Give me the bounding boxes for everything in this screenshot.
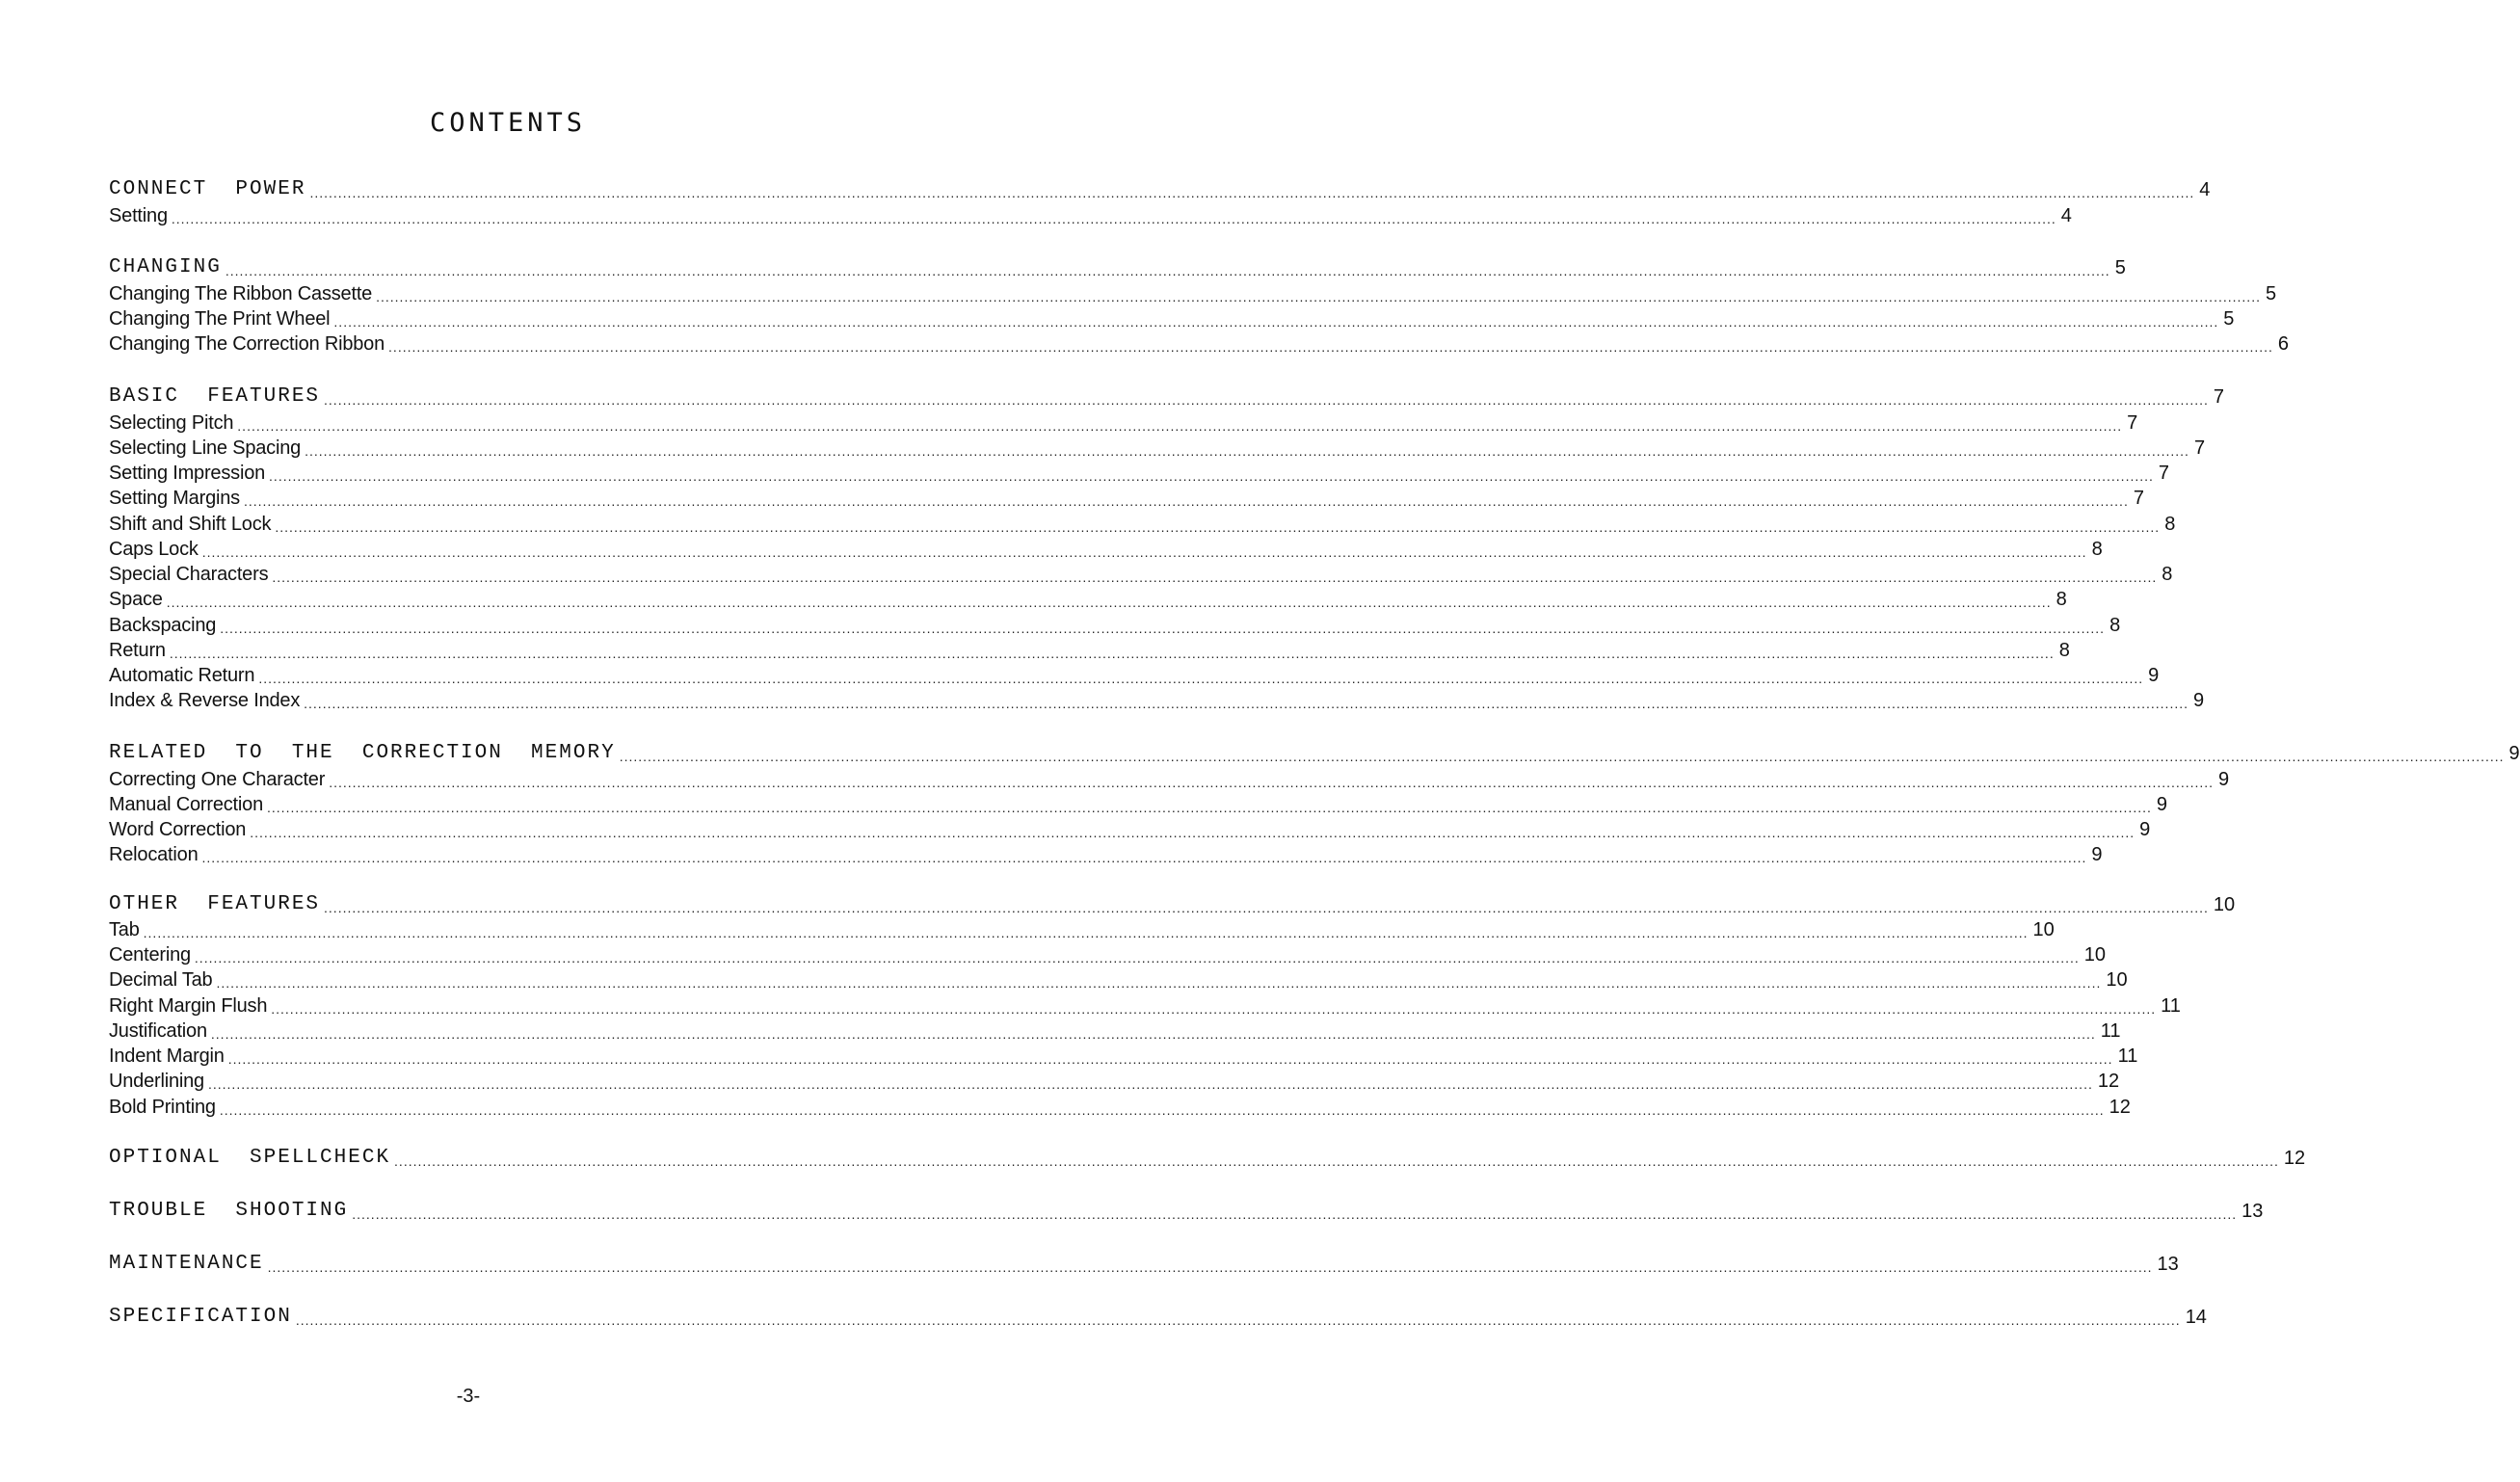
- toc-section-label: OTHER FEATURES: [109, 893, 321, 915]
- dot-leader: ................................................................................................................................................................................................................................................................................................................................................................................................................: [194, 950, 2080, 966]
- toc-page-number: 10: [2083, 944, 2107, 966]
- toc-entry[interactable]: [109, 561, 2173, 586]
- dot-leader: ................................................................................................................................................................................................................................................................................................................................................................................................................: [267, 1259, 2153, 1275]
- toc-section-entry[interactable]: [109, 740, 2520, 765]
- toc-page-number: 8: [2058, 640, 2070, 661]
- toc-page-number: 13: [2241, 1201, 2264, 1222]
- toc-section-label: TROUBLE SHOOTING: [109, 1200, 349, 1222]
- toc-page-number: 8: [2162, 564, 2173, 585]
- toc-entry[interactable]: [109, 941, 2107, 966]
- toc-entry-label: Decimal Tab: [109, 969, 213, 991]
- dot-leader: ................................................................................................................................................................................................................................................................................................................................................................................................................: [305, 443, 2189, 459]
- toc-entry[interactable]: [109, 536, 2103, 561]
- dot-leader: ................................................................................................................................................................................................................................................................................................................................................................................................................: [324, 900, 2209, 915]
- toc-entry[interactable]: [109, 766, 2230, 791]
- toc-entry-label: Changing The Correction Ribbon: [109, 333, 385, 355]
- dot-leader: ................................................................................................................................................................................................................................................................................................................................................................................................................: [394, 1153, 2279, 1169]
- toc-section-label: BASIC FEATURES: [109, 385, 321, 408]
- toc-page-number: 9: [2508, 743, 2520, 764]
- toc-entry-label: Selecting Pitch: [109, 412, 234, 434]
- toc-page-number: 14: [2185, 1307, 2207, 1328]
- dot-leader: ................................................................................................................................................................................................................................................................................................................................................................................................................: [216, 975, 2102, 991]
- toc-section-entry[interactable]: [109, 254, 2126, 279]
- toc-page-number: 6: [2277, 333, 2290, 355]
- toc-page-number: 5: [2265, 283, 2277, 304]
- toc-entry[interactable]: [109, 841, 2103, 866]
- toc-entry-label: Indent Margin: [109, 1045, 225, 1067]
- toc-entry[interactable]: [109, 435, 2206, 460]
- dot-leader: ................................................................................................................................................................................................................................................................................................................................................................................................................: [272, 569, 2158, 585]
- toc-section-label: SPECIFICATION: [109, 1306, 292, 1328]
- dot-leader: ................................................................................................................................................................................................................................................................................................................................................................................................................: [237, 418, 2123, 434]
- dot-leader: ................................................................................................................................................................................................................................................................................................................................................................................................................: [166, 595, 2052, 610]
- toc-page-number: 9: [2193, 690, 2205, 711]
- toc-entry[interactable]: [109, 687, 2205, 712]
- toc-entry[interactable]: [109, 966, 2128, 992]
- toc-section-entry[interactable]: [109, 1198, 2264, 1223]
- toc-entry[interactable]: [109, 485, 2144, 510]
- toc-entry-label: Right Margin Flush: [109, 995, 268, 1017]
- toc-entry[interactable]: [109, 305, 2235, 331]
- toc-entry[interactable]: [109, 410, 2138, 435]
- toc-entry-label: Backspacing: [109, 615, 217, 636]
- toc-entry[interactable]: [109, 1068, 2120, 1093]
- toc-page-number: 11: [2161, 995, 2181, 1017]
- dot-leader: ................................................................................................................................................................................................................................................................................................................................................................................................................: [304, 696, 2188, 711]
- toc-entry[interactable]: [109, 1094, 2131, 1119]
- toc-page-number: 7: [2213, 386, 2225, 408]
- dot-leader: ................................................................................................................................................................................................................................................................................................................................................................................................................: [210, 1026, 2096, 1042]
- toc-section-label: OPTIONAL SPELLCHECK: [109, 1147, 391, 1169]
- toc-entry-label: Correcting One Character: [109, 769, 326, 790]
- dot-leader: ................................................................................................................................................................................................................................................................................................................................................................................................................: [220, 621, 2106, 636]
- dot-leader: ................................................................................................................................................................................................................................................................................................................................................................................................................: [376, 289, 2261, 304]
- dot-leader: ................................................................................................................................................................................................................................................................................................................................................................................................................: [388, 339, 2273, 355]
- toc-section-entry[interactable]: [109, 1251, 2179, 1276]
- toc-entry[interactable]: [109, 1043, 2138, 1068]
- toc-page-number: 10: [2032, 919, 2055, 940]
- dot-leader: ................................................................................................................................................................................................................................................................................................................................................................................................................: [207, 1076, 2093, 1092]
- toc-entry-label: Return: [109, 640, 166, 661]
- toc-section-entry[interactable]: [109, 1304, 2207, 1329]
- toc-page-number: 9: [2139, 819, 2151, 840]
- toc-entry-label: Manual Correction: [109, 794, 264, 815]
- toc-page-number: 5: [2223, 308, 2235, 330]
- toc-page-number: 4: [2060, 205, 2072, 226]
- toc-page-number: 9: [2091, 844, 2103, 865]
- toc-entry-label: Automatic Return: [109, 665, 255, 686]
- dot-leader: ................................................................................................................................................................................................................................................................................................................................................................................................................: [143, 925, 2029, 940]
- toc-page-number: 7: [2127, 412, 2138, 434]
- toc-section-entry[interactable]: [109, 176, 2211, 201]
- toc-section-label: RELATED TO THE CORRECTION MEMORY: [109, 742, 616, 764]
- toc-page-number: 9: [2148, 665, 2160, 686]
- dot-leader: ................................................................................................................................................................................................................................................................................................................................................................................................................: [201, 850, 2087, 865]
- dot-leader: ................................................................................................................................................................................................................................................................................................................................................................................................................: [269, 468, 2154, 484]
- dot-leader: ................................................................................................................................................................................................................................................................................................................................................................................................................: [243, 493, 2129, 509]
- toc-entry-label: Relocation: [109, 844, 199, 865]
- dot-leader: ................................................................................................................................................................................................................................................................................................................................................................................................................: [324, 392, 2209, 408]
- toc-page-number: 10: [2106, 969, 2128, 991]
- toc-entry-label: Setting Margins: [109, 488, 240, 509]
- toc-entry-label: Selecting Line Spacing: [109, 437, 302, 459]
- toc-page-number: 13: [2157, 1254, 2179, 1275]
- toc-entry-label: Space: [109, 589, 163, 610]
- page-number-footer: -3-: [456, 1386, 481, 1407]
- toc-entry[interactable]: [109, 586, 2067, 611]
- toc-section-label: CONNECT POWER: [109, 178, 306, 200]
- toc-entry-label: Shift and Shift Lock: [109, 514, 272, 535]
- toc-entry-label: Setting Impression: [109, 463, 266, 484]
- toc-section-entry[interactable]: [109, 384, 2225, 409]
- toc-entry-label: Setting: [109, 205, 168, 226]
- dot-leader: ................................................................................................................................................................................................................................................................................................................................................................................................................: [295, 1312, 2181, 1328]
- toc-entry[interactable]: [109, 280, 2277, 305]
- toc-entry[interactable]: [109, 992, 2181, 1018]
- toc-entry-label: Word Correction: [109, 819, 247, 840]
- toc-entry-label: Justification: [109, 1020, 207, 1042]
- dot-leader: ................................................................................................................................................................................................................................................................................................................................................................................................................: [309, 185, 2195, 200]
- toc-page-number: 12: [2109, 1097, 2131, 1118]
- toc-entry[interactable]: [109, 331, 2290, 356]
- toc-page-number: 10: [2213, 894, 2236, 915]
- dot-leader: ................................................................................................................................................................................................................................................................................................................................................................................................................: [333, 314, 2219, 330]
- toc-page-number: 8: [2056, 589, 2067, 610]
- toc-page-number: 9: [2156, 794, 2167, 815]
- dot-leader: ................................................................................................................................................................................................................................................................................................................................................................................................................: [258, 671, 2144, 686]
- toc-entry-label: Bold Printing: [109, 1097, 216, 1118]
- dot-leader: ................................................................................................................................................................................................................................................................................................................................................................................................................: [219, 1102, 2105, 1118]
- toc-entry-label: Caps Lock: [109, 539, 199, 560]
- toc-entry[interactable]: [109, 511, 2176, 536]
- toc-entry[interactable]: [109, 637, 2070, 662]
- toc-page-number: 8: [2091, 539, 2103, 560]
- toc-section-entry[interactable]: [109, 1145, 2306, 1170]
- toc-entry-label: Underlining: [109, 1071, 204, 1092]
- toc-page-number: 11: [2117, 1045, 2138, 1067]
- toc-page-number: 4: [2199, 179, 2211, 200]
- dot-leader: ................................................................................................................................................................................................................................................................................................................................................................................................................: [267, 800, 2152, 815]
- toc-page-number: 11: [2100, 1020, 2121, 1042]
- dot-leader: ................................................................................................................................................................................................................................................................................................................................................................................................................: [225, 263, 2110, 278]
- toc-page-number: 12: [2097, 1071, 2120, 1092]
- dot-leader: ................................................................................................................................................................................................................................................................................................................................................................................................................: [201, 544, 2087, 560]
- toc-page-number: 8: [2164, 514, 2176, 535]
- toc-entry[interactable]: [109, 202, 2072, 227]
- dot-leader: ................................................................................................................................................................................................................................................................................................................................................................................................................: [271, 1001, 2157, 1017]
- toc-entry-label: Centering: [109, 944, 191, 966]
- toc-page-number: 7: [2193, 437, 2206, 459]
- toc-entry[interactable]: [109, 916, 2055, 941]
- toc-entry-label: Changing The Ribbon Cassette: [109, 283, 373, 304]
- dot-leader: ................................................................................................................................................................................................................................................................................................................................................................................................................: [227, 1051, 2113, 1067]
- toc-page-number: 7: [2158, 463, 2170, 484]
- toc-entry[interactable]: [109, 816, 2151, 841]
- toc-section-entry[interactable]: [109, 891, 2236, 916]
- toc-entry[interactable]: [109, 662, 2160, 687]
- toc-section-label: MAINTENANCE: [109, 1253, 264, 1275]
- toc-entry[interactable]: [109, 791, 2167, 816]
- toc-page-number: 12: [2283, 1148, 2306, 1169]
- toc-entry-label: Index & Reverse Index: [109, 690, 301, 711]
- dot-leader: ................................................................................................................................................................................................................................................................................................................................................................................................................: [250, 825, 2135, 840]
- toc-section-label: CHANGING: [109, 256, 222, 278]
- page-title: CONTENTS: [429, 108, 587, 138]
- toc-entry[interactable]: [109, 1018, 2121, 1043]
- toc-entry-label: Changing The Print Wheel: [109, 308, 331, 330]
- toc-entry[interactable]: [109, 460, 2170, 485]
- dot-leader: ................................................................................................................................................................................................................................................................................................................................................................................................................: [329, 775, 2215, 790]
- dot-leader: ................................................................................................................................................................................................................................................................................................................................................................................................................: [171, 211, 2056, 226]
- dot-leader: ................................................................................................................................................................................................................................................................................................................................................................................................................: [169, 646, 2055, 661]
- toc-entry[interactable]: [109, 612, 2121, 637]
- toc-page-number: 9: [2218, 769, 2230, 790]
- dot-leader: ................................................................................................................................................................................................................................................................................................................................................................................................................: [352, 1206, 2238, 1222]
- toc-page-number: 5: [2114, 257, 2126, 278]
- toc-entry-label: Special Characters: [109, 564, 269, 585]
- toc-page-number: 8: [2109, 615, 2121, 636]
- dot-leader: ................................................................................................................................................................................................................................................................................................................................................................................................................: [275, 519, 2161, 535]
- toc-entry-label: Tab: [109, 919, 140, 940]
- toc-page-number: 7: [2133, 488, 2144, 509]
- dot-leader: ................................................................................................................................................................................................................................................................................................................................................................................................................: [619, 749, 2505, 764]
